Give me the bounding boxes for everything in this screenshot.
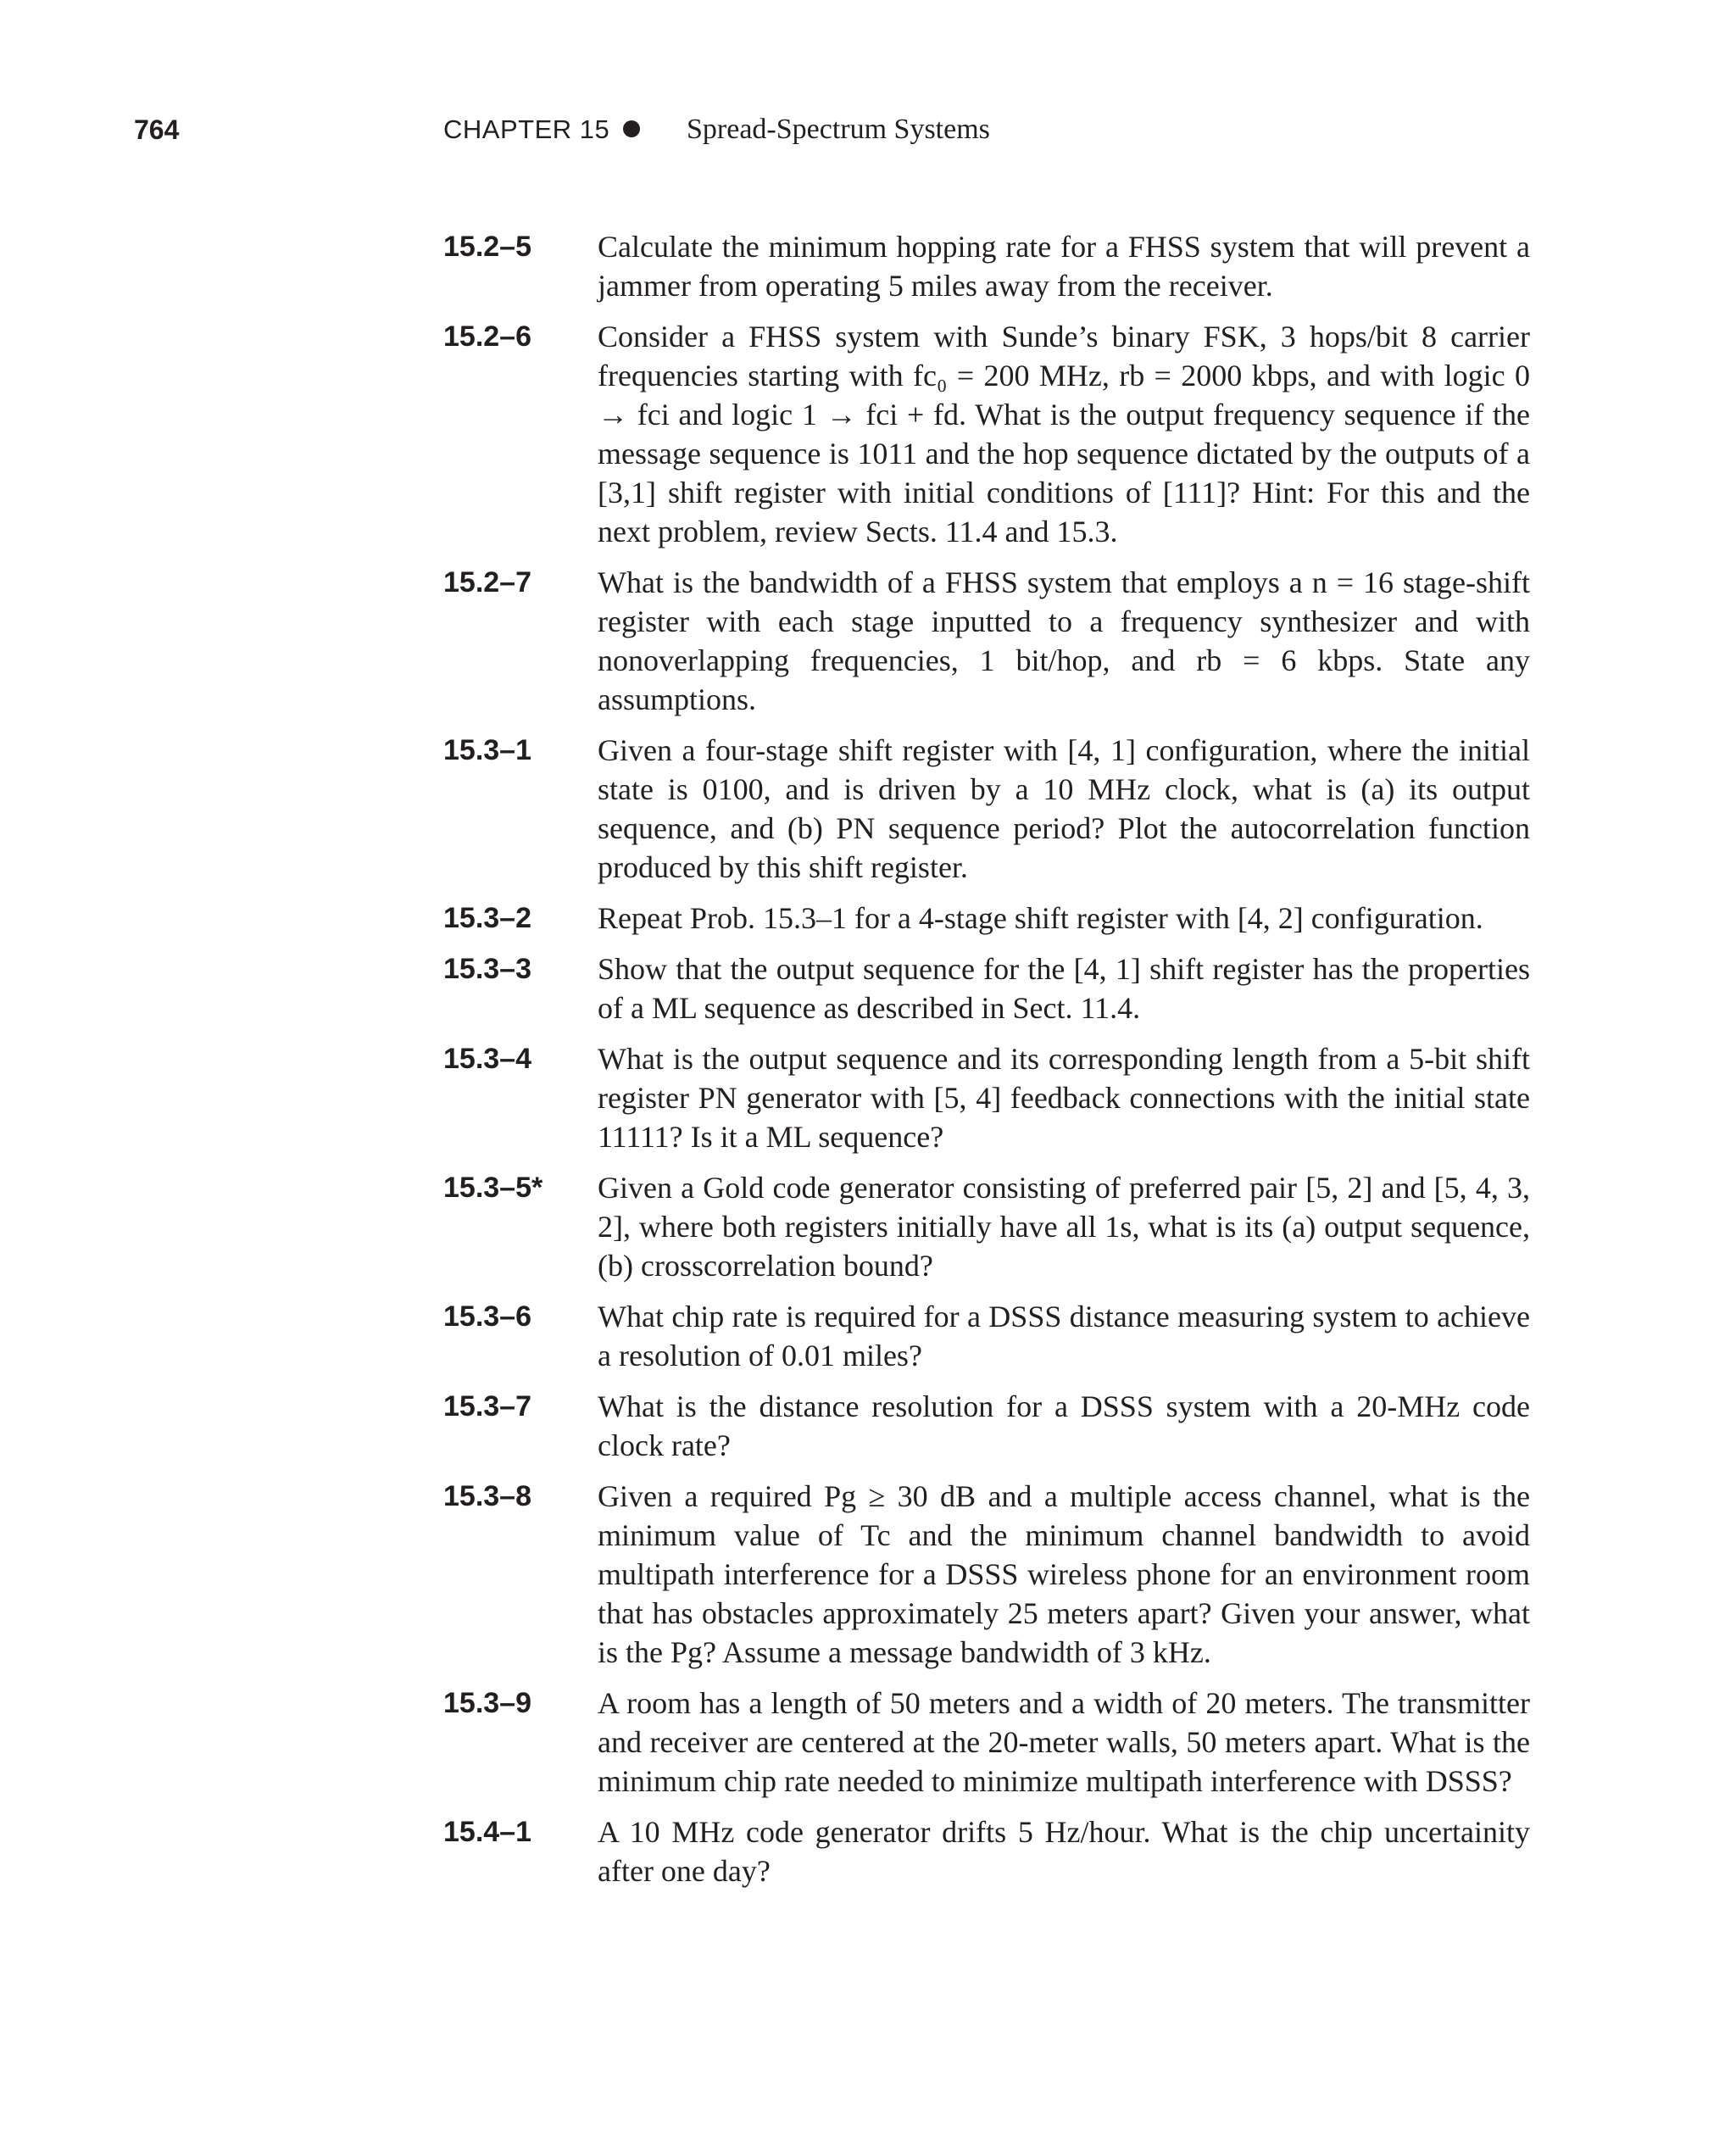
problem-text: Calculate the minimum hopping rate for a FHSS system that will prevent a jammer from operating 5 miles away from the receiver. xyxy=(598,230,1530,303)
problem-number: 15.3–3 xyxy=(443,953,531,985)
problem-text: Given a required Pg ≥ 30 dB and a multiple access channel, what is the minimum value of Tc and the minimum channel bandwidth to avoid multipath interference for a DSSS wireless phone for an environment room that has obstacles approximately 25 meters apart? Given your answer, what is the Pg? Assume a message bandwidth of 3 kHz. xyxy=(598,1479,1530,1669)
problem-item xyxy=(443,1387,1530,1465)
problem-item xyxy=(443,1812,1530,1890)
problem-text: Repeat Prob. 15.3–1 for a 4-stage shift register with [4, 2] configuration. xyxy=(598,901,1483,935)
problem-number: 15.3–9 xyxy=(443,1687,531,1719)
problem-list xyxy=(443,227,1530,1902)
problem-number: 15.2–5 xyxy=(443,231,531,263)
problem-number: 15.4–1 xyxy=(443,1816,531,1848)
problem-item xyxy=(443,949,1530,1027)
problem-number: 15.3–4 xyxy=(443,1043,531,1075)
problem-item xyxy=(443,1684,1530,1801)
problem-item xyxy=(443,1039,1530,1156)
problem-item xyxy=(443,1297,1530,1375)
problem-item xyxy=(443,563,1530,719)
problem-text: Consider a FHSS system with Sunde’s binary FSK, 3 hops/bit 8 carrier frequencies starting with fc₀ = 200 MHz, rb = 2000 kbps, and with logic 0 → fci and logic 1 → fci + fd. What is the output frequency sequence if the message sequence is 1011 and the hop sequence dictated by the outputs of a [3,1] shift register with initial conditions of [111]? Hint: For this and the next problem, review Sects. 11.4 and 15.3. xyxy=(598,320,1530,548)
problem-item xyxy=(443,731,1530,887)
bullet-separator xyxy=(623,120,640,137)
problem-item xyxy=(443,1477,1530,1672)
problem-text: What is the output sequence and its corresponding length from a 5-bit shift register PN generator with [5, 4] feedback connections with the initial state 11111? Is it a ML sequence? xyxy=(598,1042,1530,1154)
problem-text: Given a four-stage shift register with [4, 1] configuration, where the initial state is 0100, and is driven by a 10 MHz clock, what is (a) its output sequence, and (b) PN sequence period? Plot the autocorrelation function produced by this shift register. xyxy=(598,733,1530,884)
problem-text: A room has a length of 50 meters and a width of 20 meters. The transmitter and receiver are centered at the 20-meter walls, 50 meters apart. What is the minimum chip rate needed to minimize multipath interference with DSSS? xyxy=(598,1686,1530,1798)
problem-number: 15.3–6 xyxy=(443,1300,531,1333)
chapter-label: CHAPTER 15 xyxy=(443,114,610,144)
problem-text: What chip rate is required for a DSSS distance measuring system to achieve a resolution of 0.01 miles? xyxy=(598,1300,1530,1372)
running-header xyxy=(0,109,1736,151)
problem-number: 15.3–7 xyxy=(443,1390,531,1422)
problem-number: 15.3–8 xyxy=(443,1480,531,1512)
problem-text: Given a Gold code generator consisting of preferred pair [5, 2] and [5, 4, 3, 2], where both registers initially have all 1s, what is its (a) output sequence, (b) crosscorrelation bound? xyxy=(598,1171,1530,1283)
page-number: 764 xyxy=(134,114,180,145)
problem-number: 15.2–6 xyxy=(443,320,531,353)
problem-item xyxy=(443,227,1530,305)
problem-text: Show that the output sequence for the [4, 1] shift register has the properties of a ML sequence as described in Sect. 11.4. xyxy=(598,952,1530,1025)
problem-item xyxy=(443,899,1530,938)
problem-number: 15.3–2 xyxy=(443,902,531,934)
problem-text: What is the bandwidth of a FHSS system that employs a n = 16 stage-shift register with each stage inputted to a frequency synthesizer and with nonoverlapping frequencies, 1 bit/hop, and rb = 6 kbps. State any assumptions. xyxy=(598,565,1530,716)
problem-item xyxy=(443,317,1530,551)
problem-text: A 10 MHz code generator drifts 5 Hz/hour. What is the chip uncertainity after one day? xyxy=(598,1815,1530,1888)
problem-number: 15.2–7 xyxy=(443,566,531,598)
problem-item xyxy=(443,1168,1530,1285)
chapter-title: Spread-Spectrum Systems xyxy=(687,114,990,145)
problem-number: 15.3–1 xyxy=(443,734,531,766)
problem-number: 15.3–5* xyxy=(443,1172,543,1204)
problem-text: What is the distance resolution for a DSSS system with a 20-MHz code clock rate? xyxy=(598,1389,1530,1462)
